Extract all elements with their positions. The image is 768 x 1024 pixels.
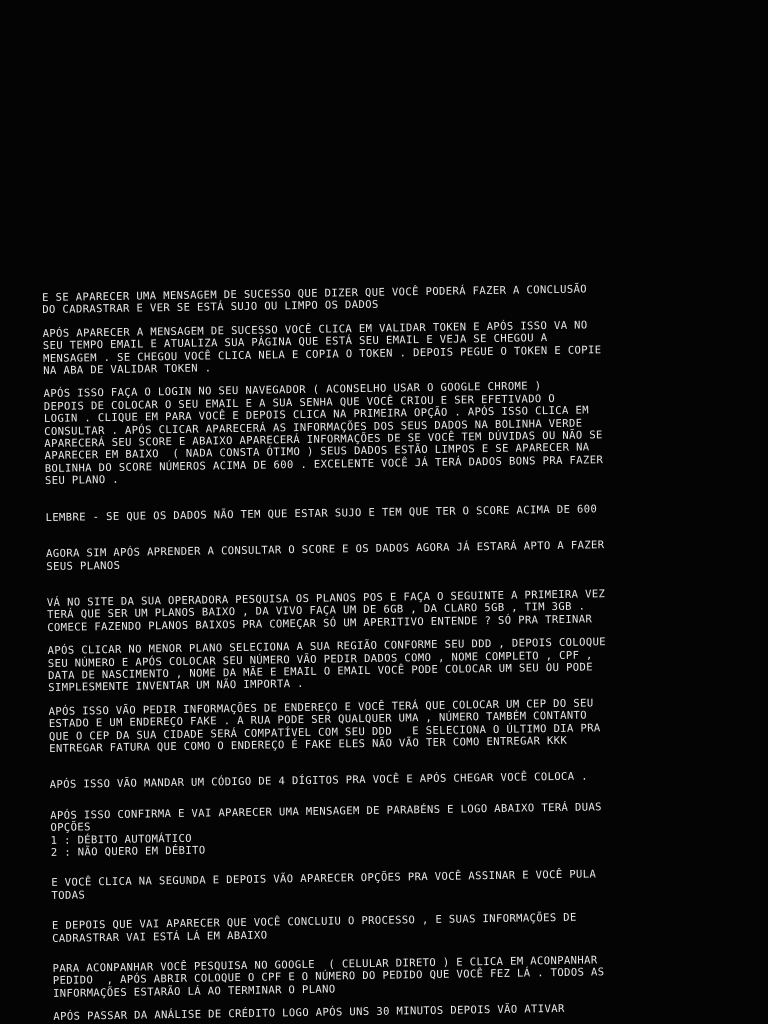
paragraph-success-message: E SE APARECER UMA MENSAGEM DE SUCESSO QUE DIZER QUE VOCÊ PODERÁ FAZER A CONCLUSÃO DO CADRASTRAR E VER SE ESTÁ SUJO OU LIMPO OS DADOS xyxy=(42,283,588,317)
instructions-text-block xyxy=(42,281,733,1023)
paragraph-track-order: PARA ACONPANHAR VOCÊ PESQUISA NO GOOGLE ( CELULAR DIRETO ) E CLICA EM ACONPANHAR PEDIDO , APÓS ABRIR COLOQUE O CPF E O NÚMERO DO PEDIDO QUE VOCÊ FEZ LÁ . TODOS AS INFORMAÇÕES ESTARÃO LÁ AO TERMINAR O PLANO xyxy=(52,954,605,1000)
paragraph-validate-token: APÓS APARECER A MENSAGEM DE SUCESSO VOCÊ CLICA EM VALIDAR TOKEN E APÓS ISSO VA NO SEU TEMPO EMAIL E ATUALIZA SUA PÁGINA QUE ESTÁ SEU EMAIL E VEJA SE CHEGOU A MENSAGEM . SE CHEGOU VOCÊ CLICA NELA E COPIA O TOKEN . DEPOIS PEGUE O TOKEN E COPIE NA ABA DE VALIDAR TOKEN . xyxy=(42,319,602,378)
paragraph-login-consult: APÓS ISSO FAÇA O LOGIN NO SEU NAVEGADOR ( ACONSELHO USAR O GOOGLE CHROME ) DEPOIS DE COLOCAR O SEU EMAIL E A SUA SENHA QUE VOCÊ CRIOU E SER EFETIVADO O LOGIN . CLIQUE EM PARA VOCÊ E DEPOIS CLICA NA PRIMEIRA OPÇÃO . APÓS ISSO CLICA EM CONSULTAR . APÓS CLICAR APARECERÁ AS INFORMAÇÕES DOS SEUS DADOS NA BOLINHA VERDE APARECERÁ SEU SCORE E ABAIXO APARECERÁ INFORMAÇÕES DE SE VOCÊ TEM DÚVIDAS OU NÃO SE APARECER EM BAIXO ( NADA CONSTA ÓTIMO ) SEUS DADOS ESTÃO LIMPOS E SE APARECER NA BOLINHA DO SCORE NÚMEROS ACIMA DE 600 . EXCELENTE VOCÊ JÁ TERÁ DADOS BONS PRA FAZER SEU PLANO . xyxy=(43,380,604,488)
paragraph-now-apt: AGORA SIM APÓS APRENDER A CONSULTAR O SCORE E OS DADOS AGORA JÁ ESTARÁ APTO A FAZER SEUS PLANOS xyxy=(46,539,605,573)
paragraph-select-region: APÓS CLICAR NO MENOR PLANO SELECIONA A SUA REGIÃO CONFORME SEU DDD , DEPOIS COLOQUE SEU NÚMERO E APÓS COLOCAR SEU NÚMERO VÃO PEDIR DADOS COMO , NOME COMPLETO , CPF , DATA DE NASCIMENTO , NOME DA MÃE E EMAIL O EMAIL VOCÊ PODE COLOCAR UM SEU OU PODE SIMPLESMENTE INVENTAR UM NÃO IMPORTA . xyxy=(47,636,607,695)
paragraph-second-option: E VOCÊ CLICA NA SEGUNDA E DEPOIS VÃO APARECER OPÇÕES PRA VOCÊ ASSINAR E VOCÊ PULA TODAS xyxy=(51,868,597,902)
paragraph-address-info: APÓS ISSO VÃO PEDIR INFORMAÇÕES DE ENDEREÇO E VOCÊ TERÁ QUE COLOCAR UM CEP DO SEU ESTADO E UM ENDEREÇO FAKE . A RUA PODE SER QUALQUER UMA , NÚMERO TAMBÉM CONTANTO QUE O CEP DA SUA CIDADE SERÁ COMPATÍVEL COM SEU DDD E SELECIONA O ÚLTIMO DIA PRA ENTREGAR FATURA QUE COMO O ENDEREÇO É FAKE ELES NÃO VÃO TER COMO ENTREGAR KKK xyxy=(48,697,601,755)
paragraph-confirm-options: APÓS ISSO CONFIRMA E VAI APARECER UMA MENSAGEM DE PARABÉNS E LOGO ABAIXO TERÁ DUAS OPÇÕES 1 : DÉBITO AUTOMÁTICO 2 : NÃO QUERO EM DÉBITO xyxy=(50,801,602,859)
paragraph-process-done: E DEPOIS QUE VAI APARECER QUE VOCÊ CONCLUIU O PROCESSO , E SUAS INFORMAÇÕES DE CADRASTRAR VAI ESTÁ LÁ EM ABAIXO xyxy=(51,911,577,945)
paragraph-code-digits: APÓS ISSO VÃO MANDAR UM CÓDIGO DE 4 DÍGITOS PRA VOCÊ E APÓS CHEGAR VOCÊ COLOCA . xyxy=(49,770,589,792)
paragraph-operator-site: VÁ NO SITE DA SUA OPERADORA PESQUISA OS PLANOS POS E FAÇA O SEGUINTE A PRIMEIRA VEZ TERÁ QUE SER UM PLANOS BAIXO , DA VIVO FAÇA UM DE 6GB , DA CLARO 5GB , TIM 3GB . COMECE FAZENDO PLANOS BAIXOS PRA COMEÇAR SÓ UM APERITIVO ENTENDE ? SÓ PRA TREINAR xyxy=(46,588,606,634)
paragraph-credit-analysis: APÓS PASSAR DA ANÁLISE DE CRÉDITO LOGO APÓS UNS 30 MINUTOS DEPOIS VÃO ATIVAR xyxy=(53,1003,565,1024)
paragraph-remember-score: LEMBRE - SE QUE OS DADOS NÃO TEM QUE ESTAR SUJO E TEM QUE TER O SCORE ACIMA DE 600 xyxy=(45,502,598,524)
